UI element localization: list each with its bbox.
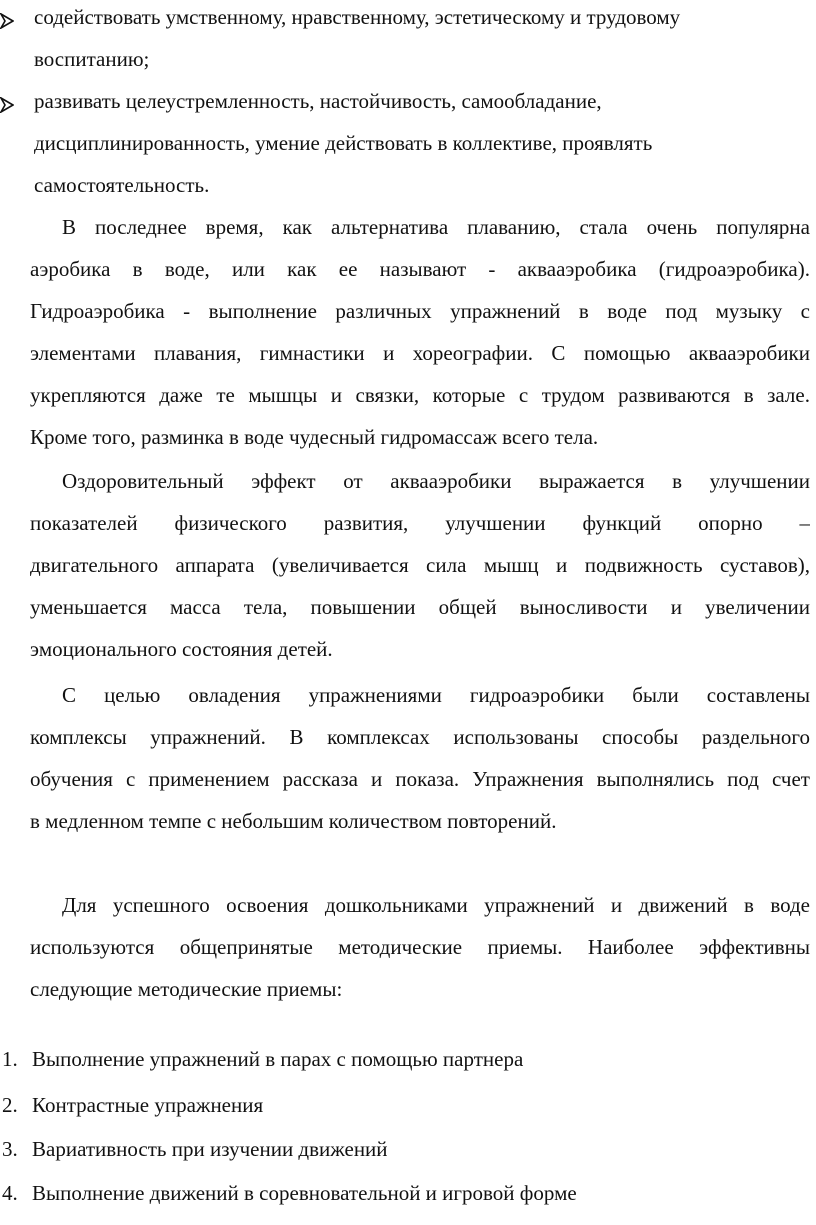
paragraph-line: используются общепринятые методические приемы. Наиболее эффективны [30, 935, 810, 959]
list-item-text: Выполнение движений в соревновательной и игровой форме [32, 1181, 577, 1205]
paragraph-line: показателей физического развития, улучшении функций опорно – [30, 511, 810, 535]
list-item-text: Выполнение упражнений в парах с помощью партнера [32, 1047, 524, 1071]
bullet-item [0, 4, 810, 84]
paragraph-line: эмоционального состояния детей. [30, 637, 333, 661]
paragraph-line: уменьшается масса тела, повышении общей выносливости и увеличении [30, 595, 810, 619]
list-item-number: 4. [2, 1181, 18, 1205]
list-item-text: Контрастные упражнения [32, 1093, 264, 1117]
bullet-item [0, 88, 810, 198]
bullet-text-line: содействовать умственному, нравственному, эстетическому и трудовому [34, 5, 681, 29]
paragraph-line: комплексы упражнений. В комплексах использованы способы раздельного [30, 725, 810, 749]
paragraph-line: аэробика в воде, или как ее называют - аквааэробика (гидроаэробика). [30, 257, 810, 281]
paragraph-line: обучения с применением рассказа и показа. Упражнения выполнялись под счет [30, 767, 810, 791]
list-item-number: 2. [2, 1093, 18, 1117]
paragraph-line: укрепляются даже те мышцы и связки, которые с трудом развиваются в зале. [30, 383, 810, 407]
list-item-number: 1. [2, 1047, 18, 1071]
paragraph-line: В последнее время, как альтернатива плаванию, стала очень популярна [62, 215, 810, 239]
bullet-text-line: развивать целеустремленность, настойчивость, самообладание, [34, 89, 602, 113]
paragraph-line: следующие методические приемы: [30, 977, 343, 1001]
paragraph-line: С целью овладения упражнениями гидроаэробики были составлены [62, 683, 810, 707]
paragraph-line: Кроме того, разминка в воде чудесный гидромассаж всего тела. [30, 425, 599, 449]
paragraph-line: элементами плавания, гимнастики и хореографии. С помощью аквааэробики [30, 341, 810, 365]
paragraph-line: Гидроаэробика - выполнение различных упражнений в воде под музыку с [30, 299, 810, 323]
list-item-number: 3. [2, 1137, 18, 1161]
bullet-text-line: самостоятельность. [34, 173, 210, 197]
paragraph-line: Оздоровительный эффект от аквааэробики выражается в улучшении [62, 469, 810, 493]
paragraph-line: в медленном темпе с небольшим количеством повторений. [30, 809, 557, 833]
arrowhead-bullet-icon [0, 97, 14, 113]
bullet-text-line: дисциплинированность, умение действовать в коллективе, проявлять [34, 131, 653, 155]
arrowhead-bullet-icon [0, 13, 14, 29]
paragraph-line: Для успешного освоения дошкольниками упражнений и движений в воде [62, 893, 810, 917]
list-item-text: Вариативность при изучении движений [32, 1137, 388, 1161]
bullet-text-line: воспитанию; [34, 47, 150, 71]
paragraph-line: двигательного аппарата (увеличивается сила мышц и подвижность суставов), [30, 553, 810, 577]
